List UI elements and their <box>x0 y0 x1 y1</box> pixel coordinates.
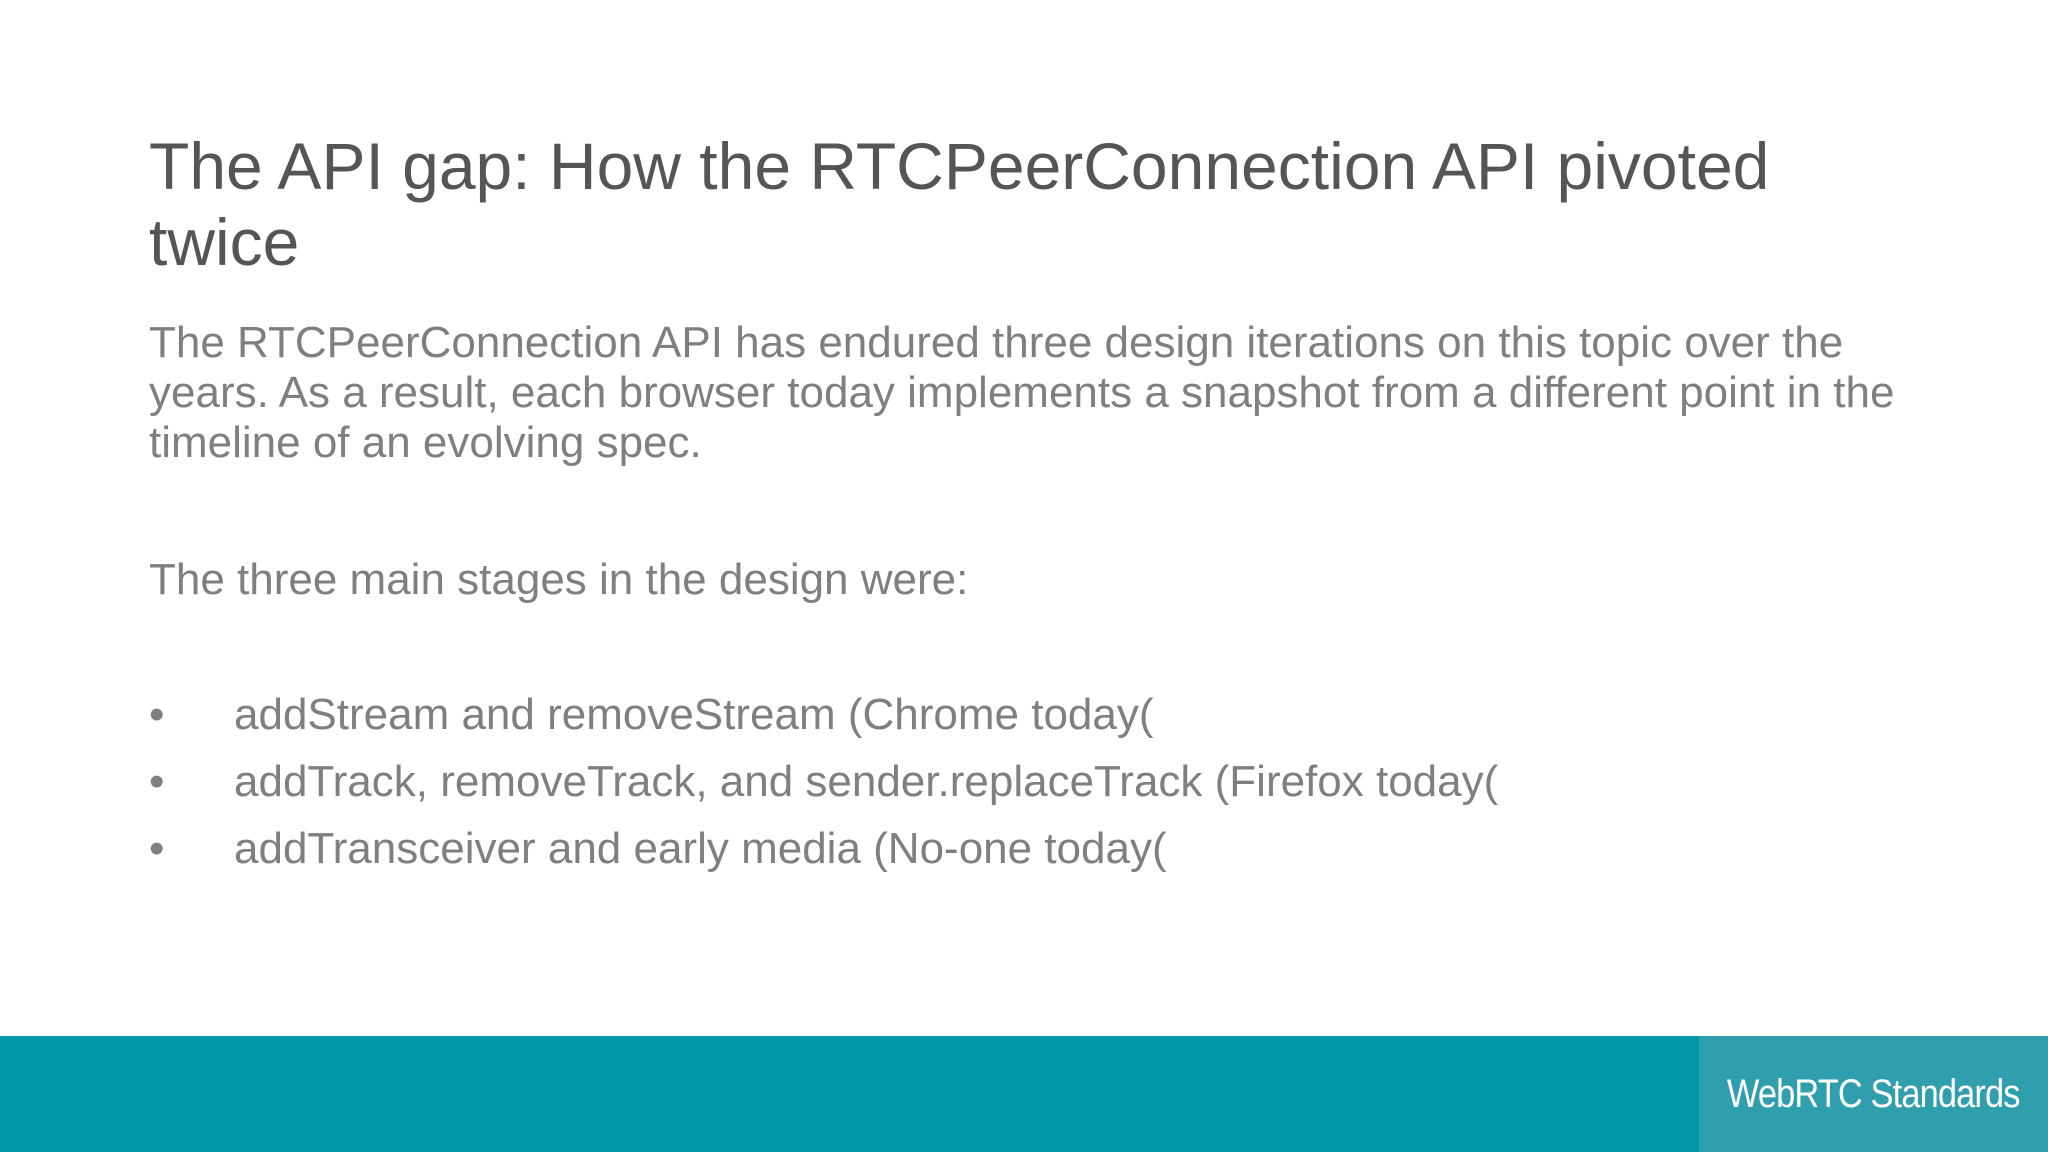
footer-bar <box>0 1036 2048 1152</box>
slide-title: The API gap: How the RTCPeerConnection API pivoted twice <box>149 129 1770 279</box>
bullet-icon: • <box>149 690 165 739</box>
stages-label: The three main stages in the design were: <box>149 555 969 604</box>
bullet-icon: • <box>149 824 165 873</box>
bullet-icon: • <box>149 757 165 806</box>
stage-list <box>149 690 1899 891</box>
list-item <box>149 757 1899 824</box>
stage-text: addTransceiver and early media (No-one today( <box>234 824 1167 873</box>
footer-label: WebRTC Standards <box>1727 1071 2020 1116</box>
list-item <box>149 690 1899 757</box>
stage-text: addStream and removeStream (Chrome today( <box>234 690 1154 739</box>
intro-paragraph: The RTCPeerConnection API has endured three design iterations on this topic over the years. As a result, each browser today implements a snapshot from a different point in the timeline of an evolving spec. <box>149 318 1895 467</box>
footer-label-box <box>1699 1036 2048 1152</box>
stage-text: addTrack, removeTrack, and sender.replaceTrack (Firefox today( <box>234 757 1499 806</box>
list-item <box>149 824 1899 891</box>
